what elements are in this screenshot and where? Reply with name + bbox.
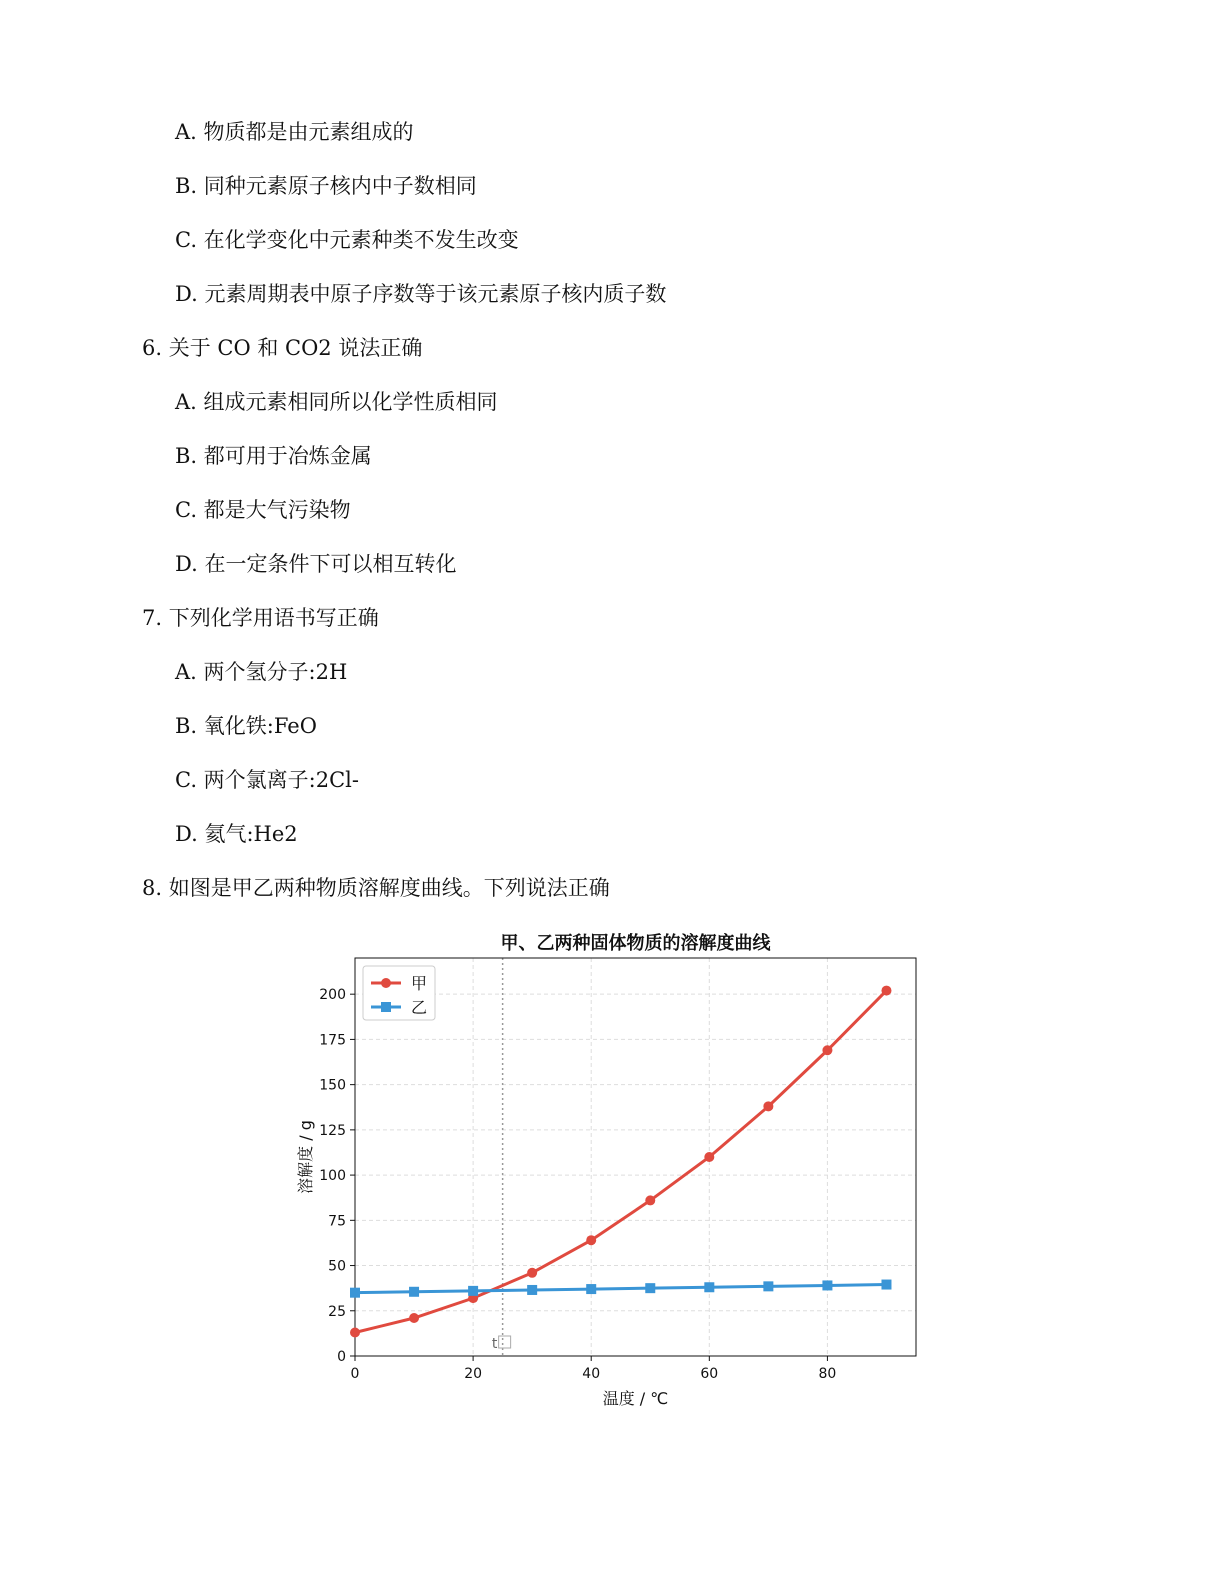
x-tick-label: 80 — [818, 1366, 837, 1382]
q7-option-d: D. 氦气:He2 — [175, 822, 298, 846]
data-point — [586, 1284, 596, 1294]
series-line-1 — [355, 991, 886, 1333]
question-6: 6. 关于 CO 和 CO2 说法正确 — [142, 336, 423, 360]
data-point — [409, 1287, 419, 1297]
data-point — [527, 1268, 537, 1278]
data-point — [645, 1283, 655, 1293]
series-line-2 — [355, 1285, 886, 1293]
data-point — [586, 1235, 596, 1245]
y-tick-label: 100 — [319, 1168, 346, 1185]
legend-label: 乙 — [411, 998, 428, 1017]
legend-marker — [381, 1002, 391, 1012]
y-tick-label: 50 — [328, 1258, 346, 1275]
y-tick-label: 75 — [328, 1213, 346, 1230]
data-point — [468, 1286, 478, 1296]
y-tick-label: 200 — [319, 987, 346, 1004]
q7-option-a: A. 两个氢分子:2H — [175, 660, 348, 684]
q6-option-c: C. 都是大气污染物 — [175, 498, 351, 522]
q7-option-b: B. 氧化铁:FeO — [175, 714, 317, 738]
data-point — [350, 1327, 360, 1337]
y-tick-label: 25 — [328, 1303, 346, 1320]
data-point — [704, 1152, 714, 1162]
y-tick-label: 125 — [319, 1122, 346, 1139]
q5-option-d: D. 元素周期表中原子序数等于该元素原子核内质子数 — [175, 282, 667, 306]
legend-marker — [381, 978, 391, 988]
data-point — [881, 986, 891, 996]
q5-option-b: B. 同种元素原子核内中子数相同 — [175, 174, 477, 198]
data-point — [645, 1195, 655, 1205]
chart-title: 甲、乙两种固体物质的溶解度曲线 — [500, 933, 771, 954]
data-point — [763, 1281, 773, 1291]
data-point — [822, 1045, 832, 1055]
q6-option-d: D. 在一定条件下可以相互转化 — [175, 552, 457, 576]
x-tick-label: 0 — [350, 1366, 360, 1382]
x-tick-label: 60 — [700, 1366, 719, 1382]
annotation-box — [499, 1336, 511, 1348]
data-point — [704, 1282, 714, 1292]
x-tick-label: 40 — [582, 1366, 601, 1382]
annotation-label: t — [491, 1336, 498, 1352]
q7-option-c: C. 两个氯离子:2Cl- — [175, 768, 359, 792]
y-tick-label: 0 — [337, 1349, 346, 1365]
data-point — [409, 1313, 419, 1323]
question-7: 7. 下列化学用语书写正确 — [142, 606, 379, 630]
x-axis-label: 温度 / ℃ — [602, 1389, 669, 1408]
y-tick-label: 175 — [319, 1032, 346, 1049]
legend-label: 甲 — [411, 974, 428, 993]
q5-option-a: A. 物质都是由元素组成的 — [175, 120, 414, 144]
data-point — [527, 1285, 537, 1295]
q5-option-c: C. 在化学变化中元素种类不发生改变 — [175, 228, 519, 252]
y-axis-label: 溶解度 / g — [296, 1120, 315, 1194]
x-tick-label: 20 — [464, 1366, 483, 1382]
data-point — [881, 1280, 891, 1290]
q6-option-a: A. 组成元素相同所以化学性质相同 — [175, 390, 498, 414]
data-point — [822, 1280, 832, 1290]
plot-frame — [355, 958, 916, 1356]
q6-option-b: B. 都可用于冶炼金属 — [175, 444, 372, 468]
data-point — [350, 1288, 360, 1298]
solubility-chart — [285, 920, 935, 1420]
y-tick-label: 150 — [319, 1077, 346, 1094]
question-8: 8. 如图是甲乙两种物质溶解度曲线。下列说法正确 — [142, 876, 610, 900]
data-point — [763, 1101, 773, 1111]
